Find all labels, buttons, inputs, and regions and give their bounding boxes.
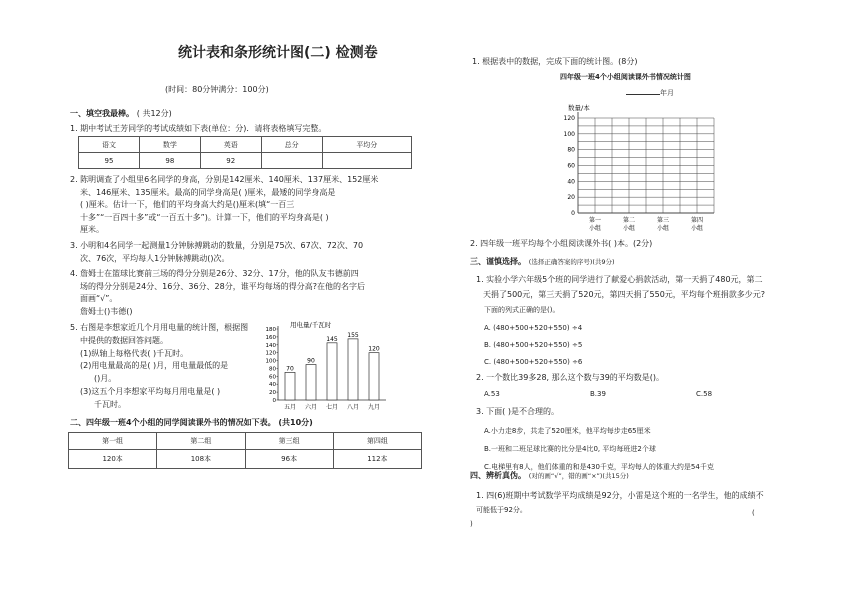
question-4-line: 詹姆士()韦德() — [80, 306, 133, 316]
reading-chart-grid[interactable] — [578, 112, 714, 213]
question-2 — [70, 174, 420, 237]
reading-category-label: 第一 — [588, 217, 602, 224]
section-1-title: 一、填空我最棒。 — [70, 109, 134, 118]
electricity-bar-2 — [306, 365, 316, 401]
section-4-title: 四、辨析真伪。 — [470, 471, 526, 480]
electricity-month-label: 八月 — [346, 404, 360, 411]
question-5-line: 千瓦时。 — [94, 399, 126, 409]
reading-header-group-3: 第三组 — [245, 433, 333, 450]
electricity-bar-value: 145 — [326, 335, 338, 343]
reading-category-label: 小组 — [588, 225, 602, 232]
score-header-chinese: 语文 — [79, 137, 140, 153]
reading-chart-title: 四年级一班4个小组阅读课外书情况统计图 — [560, 73, 691, 81]
electricity-y-tick-label: 120 — [265, 350, 276, 357]
electricity-y-tick-label: 100 — [265, 358, 276, 365]
question-2-line: 米、146厘米、135厘米。最高的同学身高是( )厘米，最矮的同学身高是 — [80, 187, 336, 197]
reading-value-group-1: 120本 — [69, 450, 157, 469]
electricity-bar-value: 90 — [307, 357, 315, 365]
reading-table-header-row — [69, 433, 422, 450]
choice-1-option-b[interactable]: B. (480+500+520+550) ÷5 — [484, 341, 583, 349]
reading-category-label: 第三 — [656, 217, 670, 224]
electricity-y-tick-label: 40 — [269, 382, 276, 389]
year-month-field[interactable] — [626, 86, 674, 98]
reading-category-label: 第二 — [622, 217, 636, 224]
choice-2-option-b[interactable]: B.39 — [590, 390, 606, 398]
question-2-line: 厘米。 — [80, 225, 104, 234]
year-blank[interactable] — [626, 86, 660, 95]
reading-y-tick-label: 120 — [563, 115, 575, 122]
section-4-points: (对的画“√”，错的画“×”)(共15分) — [528, 472, 629, 480]
page-title: 统计表和条形统计图(二) 检测卷 — [178, 45, 378, 61]
reading-chart-x-labels — [589, 216, 703, 232]
question-5-line: (2)用电量最高的是( )月，用电量最低的是 — [80, 361, 229, 371]
score-math: 98 — [139, 153, 200, 169]
exam-time-line: (时间：80分钟满分：100分) — [165, 85, 269, 94]
question-1-text: 1. 期中考试王芳同学的考试成绩如下表(单位：分)．请将表格填写完整。 — [70, 124, 327, 133]
score-header-average: 平均分 — [322, 137, 411, 153]
reading-category-label: 小组 — [656, 225, 670, 232]
right-question-1-intro: 1. 根据表中的数据，完成下面的统计图。(8分) — [472, 57, 638, 66]
question-5-line: (1)纵轴上每格代表( )千瓦时。 — [80, 348, 189, 358]
electricity-y-tick-label: 20 — [269, 390, 276, 397]
score-english: 92 — [200, 153, 261, 169]
choice-2-option-a[interactable]: A.53 — [484, 390, 500, 398]
reading-y-tick-label: 0 — [571, 210, 575, 217]
electricity-bar-5 — [369, 353, 379, 400]
reading-value-group-2: 108本 — [157, 450, 245, 469]
judge-1 — [476, 488, 836, 518]
reading-table-value-row — [69, 450, 422, 469]
choice-1 — [476, 272, 836, 302]
choice-3-options — [484, 422, 714, 476]
score-header-math: 数学 — [139, 137, 200, 153]
reading-chart-y-ticks — [564, 115, 576, 217]
question-3-line: 3. 小明和4名同学一起测量1分钟脉搏跳动的数量，分别是75次、67次、72次、70 — [70, 241, 364, 250]
electricity-month-label: 五月 — [283, 404, 297, 411]
reading-y-tick-label: 20 — [567, 194, 575, 202]
reading-header-group-1: 第一组 — [69, 433, 157, 450]
section-4-heading — [470, 470, 629, 481]
question-2-line: ( )厘米。估计一下，他们的平均身高大约是()厘米(填“一百三 — [80, 200, 295, 209]
right-question-2: 2. 四年级一班平均每个小组阅读课外书( )本。(2分) — [470, 239, 653, 248]
electricity-month-label: 六月 — [304, 404, 318, 411]
section-3-heading — [470, 256, 615, 267]
electricity-month-label: 九月 — [367, 404, 381, 411]
score-total-blank[interactable] — [261, 153, 322, 169]
score-header-english: 英语 — [200, 137, 261, 153]
judge-1-line: 1. 四(6)班期中考试数学平均成绩是92分，小雷是这个班的一名学生，他的成绩不 — [476, 491, 764, 500]
section-3-title: 三、谨慎选择。 — [470, 257, 526, 266]
section-2-points: (共10分) — [278, 418, 313, 427]
question-5-line: 中提供的数据回答问题。 — [80, 335, 168, 345]
choice-2-option-c[interactable]: C.58 — [696, 390, 713, 398]
reading-header-group-4: 第四组 — [333, 433, 421, 450]
choice-3-option-c[interactable]: C.电梯里有8人，他们体重的和是430千克，平均每人的体重大约是54千克 — [484, 463, 714, 471]
section-1-heading — [70, 108, 172, 119]
reading-chart-ylabel: 数量/本 — [568, 104, 590, 112]
question-3 — [70, 240, 420, 265]
score-table-value-row — [79, 153, 412, 169]
question-4-line: 4. 詹姆士在篮球比赛前三场的得分分别是26分、32分、17分，他的队友韦德前四 — [70, 269, 359, 278]
question-5-line: ()月。 — [94, 374, 117, 384]
reading-chart — [548, 98, 728, 233]
question-4-line: 场的得分分别是24分、16分、36分、28分，谁平均每场的得分高?在他的名字后 — [80, 281, 365, 291]
electricity-bar-value: 120 — [368, 345, 380, 353]
choice-1-line: 天捐了500元，第三天捐了520元，第四天捐了550元，平均每个班捐款多少元? — [483, 290, 766, 299]
electricity-chart-y-ticks — [266, 327, 279, 404]
reading-table — [68, 432, 422, 469]
question-5-line: (3)这五个月李想家平均每月用电量是( ) — [80, 386, 221, 396]
electricity-bar-value: 70 — [286, 365, 294, 373]
choice-2: 2. 一个数比39多28, 那么这个数与39的平均数是()。 — [476, 373, 665, 382]
score-table — [78, 136, 412, 169]
question-2-line: 2. 陈明调查了小组里6名同学的身高，分别是142厘米、140厘米、137厘米、152厘米 — [70, 175, 379, 184]
reading-y-tick-label: 40 — [567, 178, 575, 186]
reading-y-tick-label: 80 — [567, 146, 575, 154]
electricity-bar-value: 155 — [347, 331, 359, 339]
electricity-y-tick-label: 140 — [265, 342, 276, 349]
question-4-line: 面画“√”。 — [80, 294, 118, 303]
score-average-blank[interactable] — [322, 153, 411, 169]
judge-1-bracket-open[interactable]: ( — [752, 509, 755, 517]
question-5-line: 5. 右图是李想家近几个月用电量的统计图，根据图 — [70, 323, 249, 332]
electricity-bar-1 — [285, 372, 295, 400]
judge-1-bracket-close[interactable]: ) — [470, 520, 473, 528]
choice-3-option-a[interactable]: A.小力走8步，共走了520厘米，他平均每步走65厘米 — [484, 427, 651, 435]
electricity-y-tick-label: 160 — [265, 334, 276, 341]
choice-3: 3. 下面( )是不合理的。 — [476, 407, 559, 416]
choice-1-line: 1. 实验小学六年级5个班的同学进行了献爱心捐款活动，第一天捐了480元，第二 — [476, 275, 763, 284]
judge-1-line: 可能低于92分。 — [476, 506, 527, 514]
electricity-y-tick-label: 60 — [269, 374, 276, 381]
section-2-title: 二、四年级一班4个小组的同学阅读课外书的情况如下表。 — [70, 418, 276, 427]
electricity-chart — [256, 318, 390, 414]
question-3-line: 次、76次，平均每人1分钟脉搏跳动()次。 — [80, 253, 230, 263]
question-2-line: 十多”“一百四十多”或“一百五十多”)。计算一下，他们的平均身高是( ) — [80, 212, 329, 222]
electricity-month-label: 七月 — [325, 404, 339, 411]
section-3-points: (选择正确答案的序号)(共9分) — [528, 258, 615, 266]
electricity-y-tick-label: 180 — [265, 327, 276, 333]
choice-1-option-a[interactable]: A. (480+500+520+550) ÷4 — [484, 324, 583, 332]
choice-3-option-b[interactable]: B.一班和二班足球比赛的比分是4比0, 平均每班进2个球 — [484, 445, 656, 453]
choice-1-option-c[interactable]: C. (480+500+520+550) ÷6 — [484, 358, 583, 366]
electricity-bar-3 — [327, 343, 337, 400]
score-table-header-row — [79, 137, 412, 153]
year-month-label: 年月 — [660, 89, 674, 97]
reading-value-group-3: 96本 — [245, 450, 333, 469]
reading-header-group-2: 第二组 — [157, 433, 245, 450]
choice-1-options — [484, 320, 582, 371]
reading-category-label: 小组 — [622, 225, 636, 232]
electricity-bar-4 — [348, 339, 358, 400]
reading-y-tick-label: 60 — [567, 162, 575, 170]
electricity-chart-bars — [285, 339, 379, 400]
section-2-heading — [70, 417, 313, 428]
reading-value-group-4: 112本 — [333, 450, 421, 469]
section-1-points: ( 共12分) — [136, 109, 172, 118]
electricity-chart-title: 用电量/千瓦时 — [290, 321, 332, 329]
score-header-total: 总分 — [261, 137, 322, 153]
question-4 — [70, 268, 420, 318]
electricity-y-tick-label: 0 — [272, 398, 276, 404]
electricity-chart-x-labels — [284, 403, 380, 411]
score-chinese: 95 — [79, 153, 140, 169]
reading-category-label: 小组 — [690, 225, 704, 232]
electricity-y-tick-label: 80 — [269, 366, 276, 373]
choice-1-subprompt: 下面的列式正确的是()。 — [484, 306, 560, 314]
reading-y-tick-label: 100 — [563, 130, 575, 138]
reading-category-label: 第四 — [690, 217, 704, 224]
